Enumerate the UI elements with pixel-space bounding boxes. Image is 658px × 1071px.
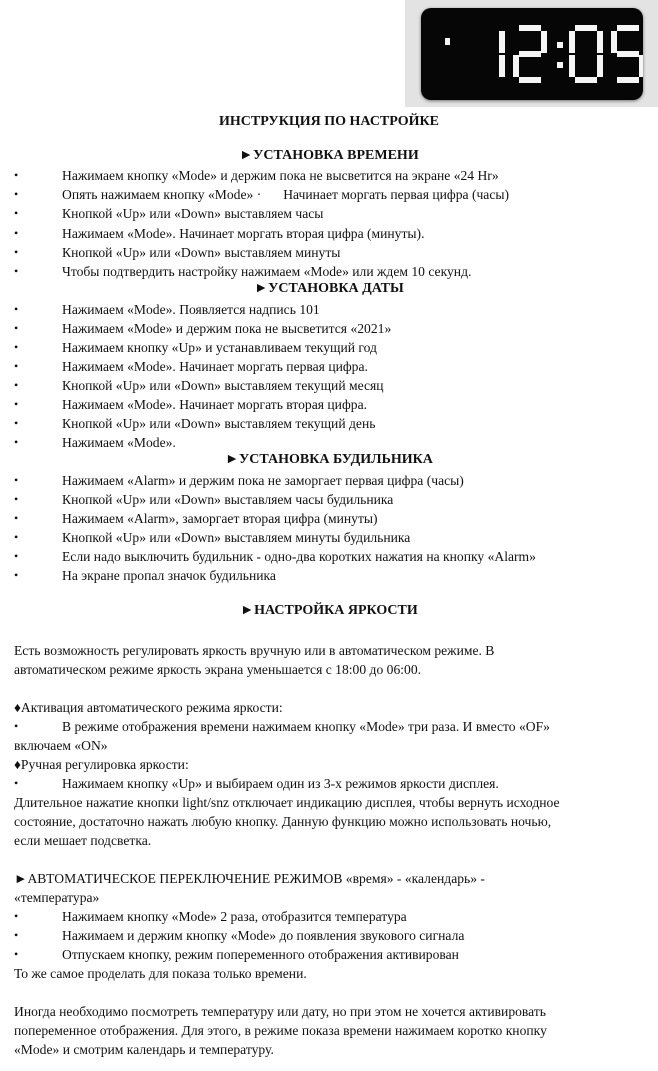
clock-photo: [405, 0, 658, 107]
clock-segment: [617, 51, 639, 57]
paragraph-line: «Mode» и смотрим календарь и температуру.: [14, 1042, 274, 1057]
clock-colon-dot: [557, 62, 563, 68]
clock-segment: [513, 55, 519, 77]
clock-segment: [639, 55, 643, 77]
auto-switch-heading-cont: «температура»: [14, 890, 100, 905]
clock-segment: [611, 31, 617, 53]
paragraph-line: попеременное отображения. Для этого, в режиме показа времени нажимаем коротко кнопку: [14, 1023, 547, 1038]
clock-segment: [499, 31, 505, 53]
paragraph-line: Иногда необходимо посмотреть температуру или дату, но при этом не хочется активировать: [14, 1004, 546, 1019]
time-section-heading: ►УСТАНОВКА ВРЕМЕНИ: [239, 148, 419, 163]
subheading: ♦Активация автоматического режима яркости:: [14, 700, 283, 715]
clock-segment: [575, 77, 597, 83]
page-title: ИНСТРУКЦИЯ ПО НАСТРОЙКЕ: [218, 114, 439, 129]
clock-colon-dot: [557, 42, 563, 48]
alarm-section-heading: ►УСТАНОВКА БУДИЛЬНИКА: [225, 452, 433, 467]
date-section-heading: ►УСТАНОВКА ДАТЫ: [254, 281, 404, 296]
paragraph-line: если мешает подсветка.: [14, 833, 152, 848]
clock-segment: [569, 55, 575, 77]
clock-segment: [617, 77, 639, 83]
clock-indicator: [445, 38, 450, 45]
clock-segment: [617, 25, 639, 31]
paragraph-line: включаем «ON»: [14, 738, 108, 753]
clock-segment: [541, 31, 547, 53]
auto-switch-heading: ►АВТОМАТИЧЕСКОЕ ПЕРЕКЛЮЧЕНИЕ РЕЖИМОВ «время» - «календарь» -: [14, 871, 485, 886]
subheading: ♦Ручная регулировка яркости:: [14, 757, 189, 772]
paragraph-line: То же самое проделать для показа только времени.: [14, 966, 307, 981]
clock-digits: [421, 8, 643, 100]
clock-segment: [519, 51, 541, 57]
clock-segment: [597, 31, 603, 53]
paragraph-line: Есть возможность регулировать яркость вручную или в автоматическом режиме. В: [14, 643, 495, 658]
paragraph-line: состояние, достаточно нажать любую кнопку. Данную функцию можно использовать ночью,: [14, 814, 552, 829]
clock-display: [421, 8, 643, 100]
clock-segment: [569, 31, 575, 53]
clock-segment: [519, 25, 541, 31]
brightness-section-heading: ►НАСТРОЙКА ЯРКОСТИ: [240, 603, 418, 618]
paragraph-line: Длительное нажатие кнопки light/snz отключает индикацию дисплея, чтобы вернуть исходное: [14, 795, 560, 810]
clock-segment: [519, 77, 541, 83]
clock-segment: [597, 55, 603, 77]
clock-segment: [575, 25, 597, 31]
paragraph-line: автоматическом режиме яркость экрана уменьшается с 18:00 до 06:00.: [14, 662, 422, 677]
clock-segment: [499, 55, 505, 77]
